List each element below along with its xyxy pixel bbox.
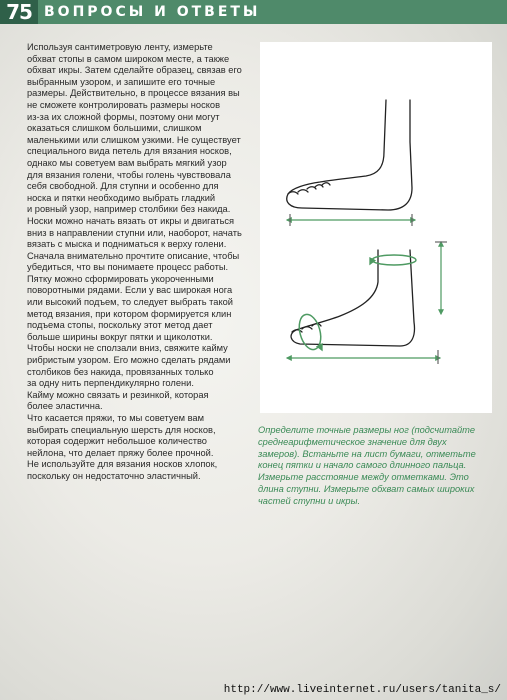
top-measure-line [287, 214, 415, 226]
text-line: вязать с мыска и подниматься к верху голени. [27, 239, 227, 250]
bottom-measure-line [287, 350, 440, 364]
caption-line: Определите точные размеры ног (подсчитайте [258, 425, 476, 435]
text-line: более эластична. [27, 401, 103, 412]
foot-drawings [260, 42, 492, 413]
text-line: нейлона, что делает пряжу более прочной. [27, 447, 214, 458]
text-line: вниз в направлении ступни или, наоборот, начать [27, 227, 242, 238]
text-line: однако мы советуем вам выбрать мягкий узор [27, 157, 227, 168]
caption-line: Измерьте расстояние между отметками. Это [258, 472, 469, 483]
caption-line: конец пятки и начало самого длинного пальца. [258, 460, 467, 471]
text-line: себя свободной. Для ступни и особенно для [27, 181, 219, 192]
page-number: 75 [0, 0, 38, 24]
text-line: Что касается пряжи, то мы советуем вам [27, 413, 204, 423]
text-line: размеры. Действительно, в процессе вязания вы [27, 88, 240, 99]
text-line: оказаться слишком большими, слишком [27, 123, 202, 134]
caption-line: замеров). Встаньте на лист бумаги, отметьте [258, 448, 476, 459]
text-line: из-за их сложной формы, поэтому они могут [27, 111, 220, 122]
text-line: маленькими или слишком узкими. Не существует [27, 134, 241, 145]
text-line: обхват икры. Затем сделайте образец, связав его [27, 65, 242, 76]
body-text [27, 42, 242, 483]
text-line: Чтобы носки не сползали вниз, свяжите кайму [27, 343, 228, 354]
text-line: больше ширины вокруг пятки и щиколотки. [27, 331, 213, 342]
text-line: за одну нить перпендикулярно голени. [27, 378, 194, 389]
text-line: подъема стопы, поскольку этот метод дает [27, 320, 213, 331]
text-line: Пятку можно сформировать укороченными [27, 273, 214, 284]
text-line: специального вида петель для вязания носков, [27, 146, 232, 157]
text-line: обхват стопы в самом широком месте, а также [27, 53, 230, 64]
text-line: не сможете контролировать размеры носков [27, 99, 221, 110]
text-line: столбиков без накида, провязанных только [27, 366, 214, 377]
page-header [0, 0, 507, 24]
calf-tape-ellipse [370, 255, 416, 265]
text-line: выбирать специальную шерсть для носков, [27, 424, 216, 435]
text-line: поскольку он недостаточно эластичный. [27, 470, 201, 481]
foot-tape-ellipse [296, 312, 325, 352]
foot-measurement-illustration [260, 42, 492, 413]
text-line: или высокий подъем, то следует выбрать такой [27, 297, 233, 308]
text-line: выбранным узором, и запишите его точные [27, 76, 216, 87]
text-line: носка и пятки необходимо выбрать гладкий [27, 192, 216, 203]
illustration-caption [258, 425, 483, 508]
top-foot-drawing [287, 100, 412, 210]
text-line: убедиться, что вы понимаете процесс работы. [27, 262, 229, 273]
text-line: которая содержит небольшое количество [27, 436, 207, 447]
text-line: для вязания голени, чтобы голень чувствовала [27, 169, 231, 180]
text-line: поворотными рядами. Если у вас широкая нога [27, 285, 233, 296]
text-line: и ровный узор, например столбики без накида. [27, 204, 231, 215]
text-line: Кайму можно связать и резинкой, которая [27, 389, 209, 400]
caption-line: частей ступни и икры. [258, 495, 361, 506]
text-line: Сначала внимательно прочтите описание, чтобы [27, 250, 240, 261]
text-line: Носки можно начать вязать от икры и двигаться [27, 215, 235, 226]
text-line: Не используйте для вязания носков хлопок, [27, 459, 218, 470]
source-url: http://www.liveinternet.ru/users/tanita_s/ [223, 684, 501, 696]
text-line: рибристым узором. Его можно сделать рядами [27, 355, 231, 366]
section-title: ВОПРОСЫ И ОТВЕТЫ [44, 4, 261, 20]
text-line: Используя сантиметровую ленту, измерьте [27, 42, 213, 52]
caption-line: среднеарифметическое значение для двух [258, 436, 447, 447]
text-line: метод вязания, при котором формируется клин [27, 308, 232, 319]
caption-line: длина ступни. Измерьте обхват самых широких [258, 483, 475, 494]
height-measure-line [435, 242, 447, 314]
